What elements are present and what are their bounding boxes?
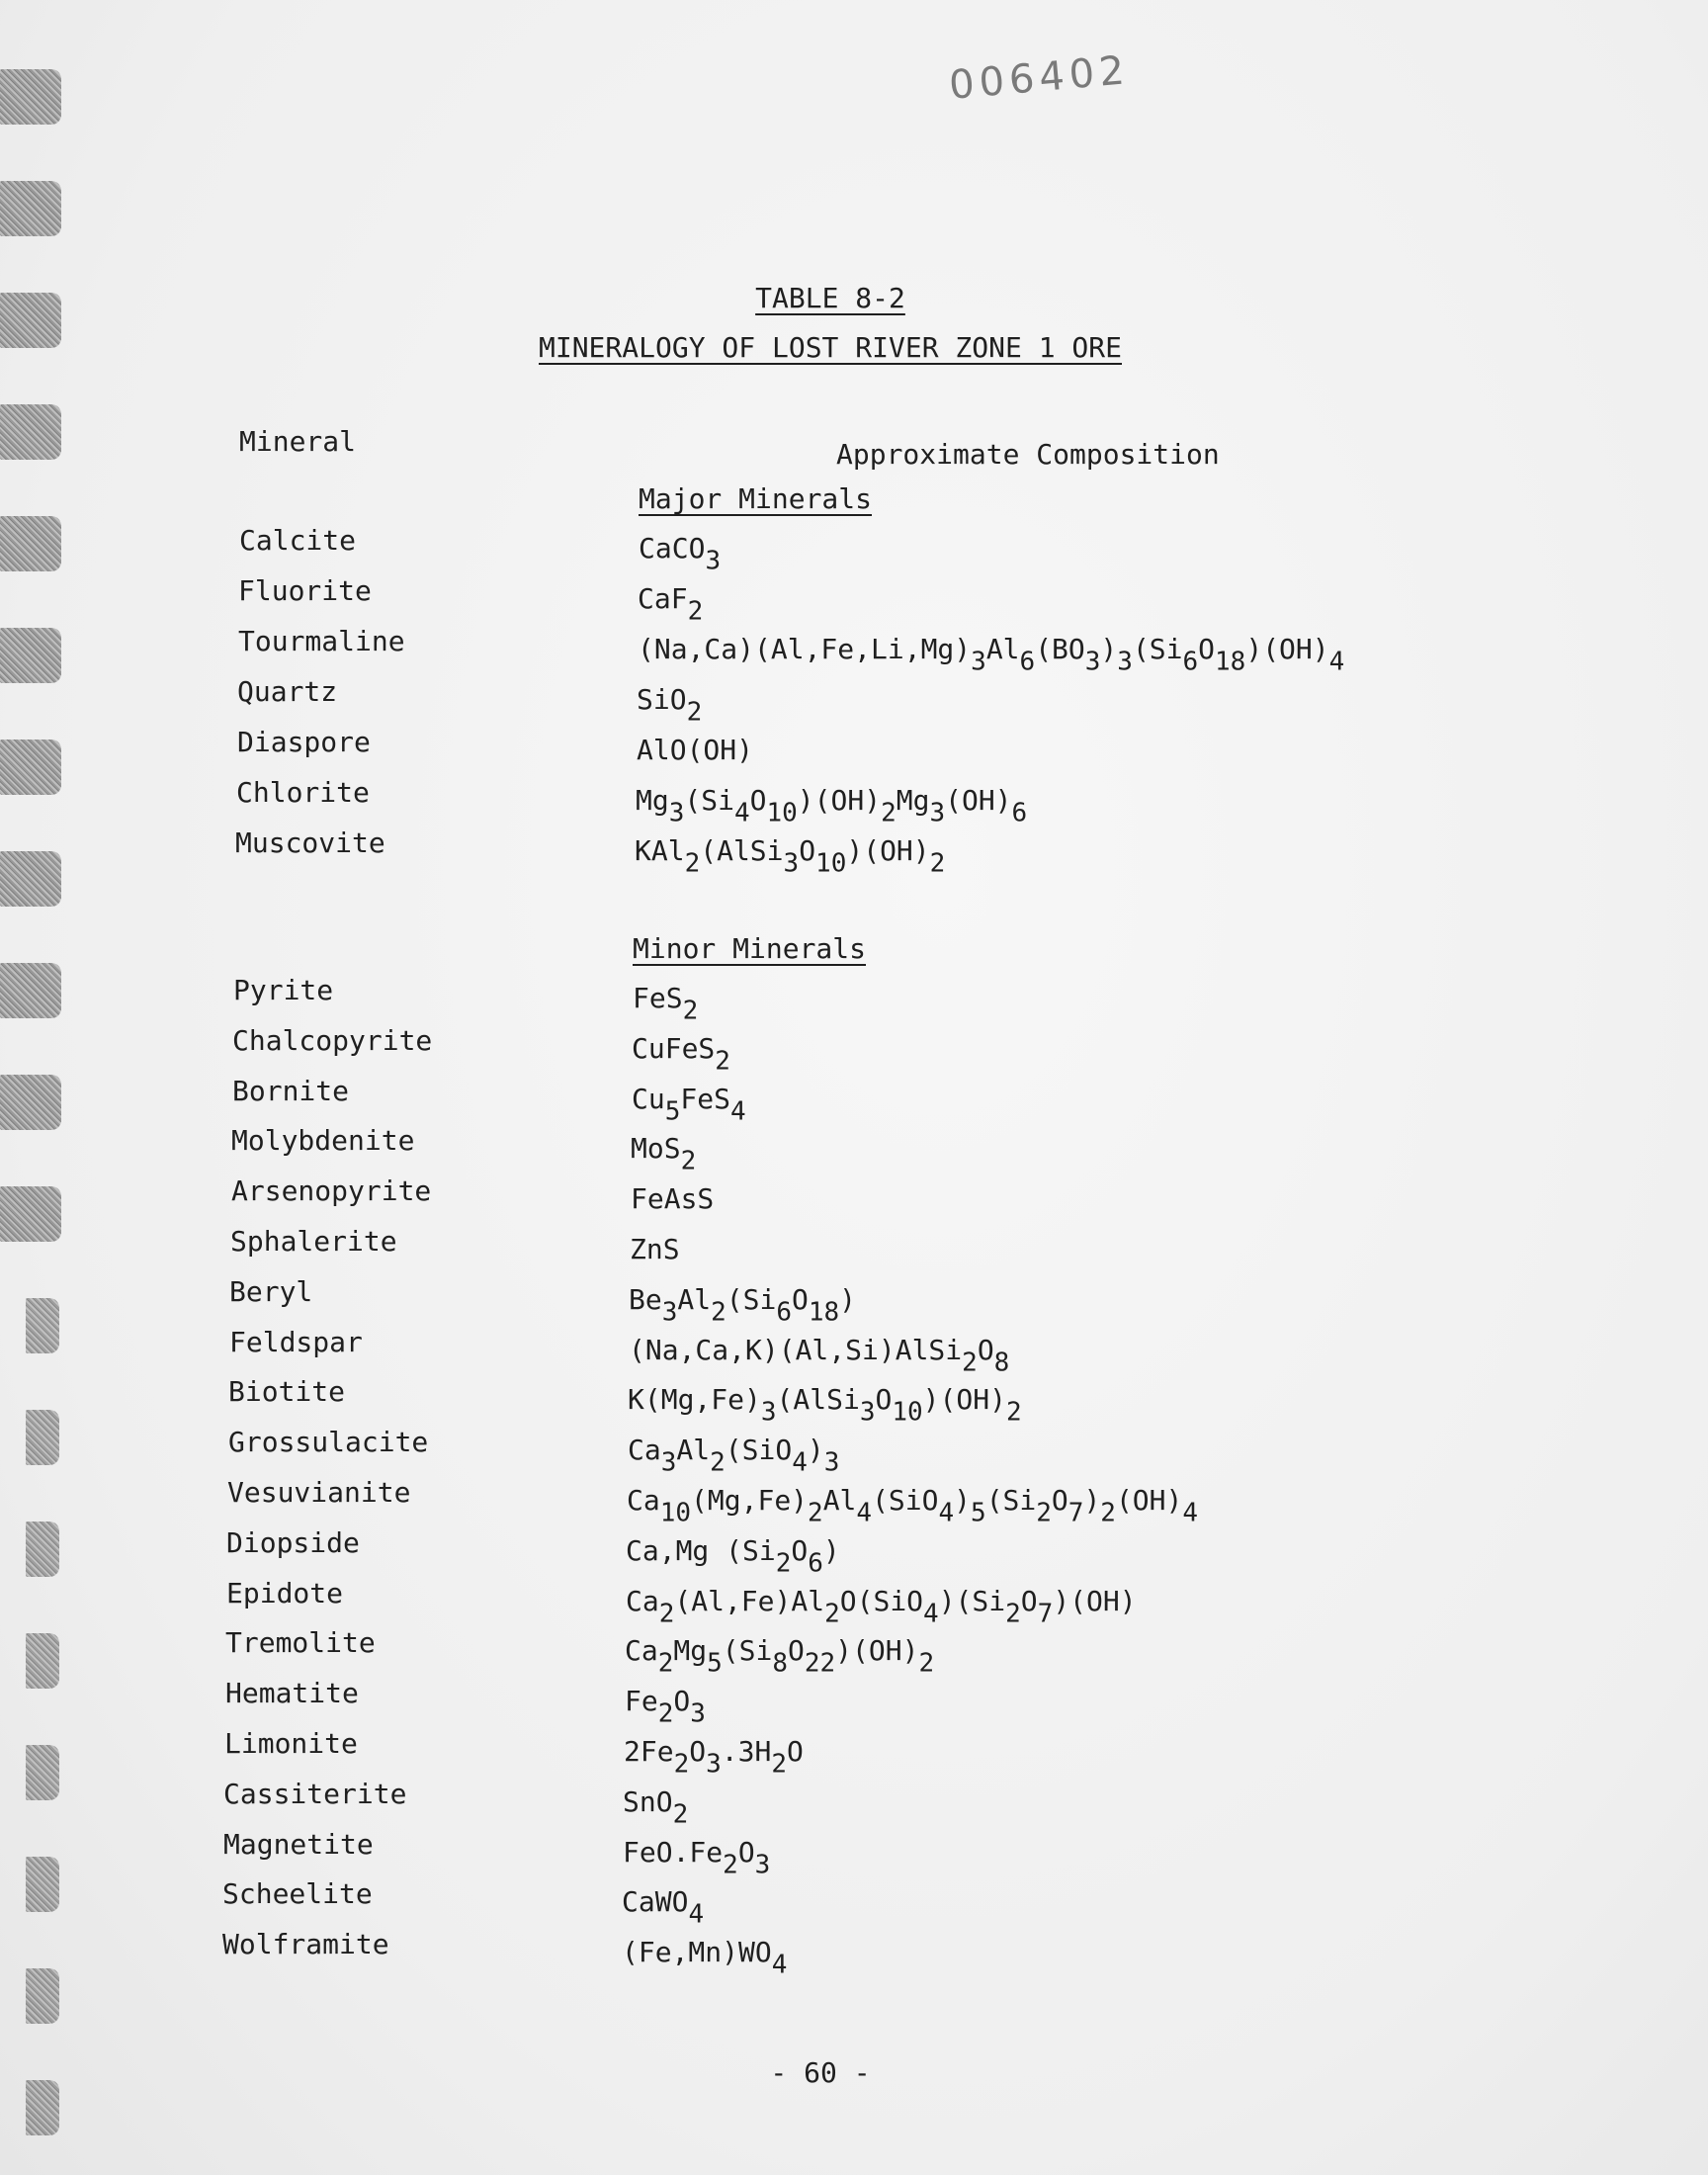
mineral-name: Quartz [237,675,338,708]
binding-hole [26,1968,59,2024]
table-subtitle: MINERALOGY OF LOST RIVER ZONE 1 ORE [538,331,1122,364]
mineral-name: Pyrite [233,974,334,1006]
mineral-formula: $Be_3Al_2(Si_6O_{18})$ [629,1282,857,1328]
mineral-formula: $Cu_5FeS_4$ [632,1082,746,1127]
mineral-formula: Ca,Mg $(Si_2O_6)$ [626,1533,840,1579]
table-row [0,1525,1581,1579]
mineral-name: Grossulacite [228,1426,429,1459]
table-row [0,675,1581,728]
mineral-formula: $Ca_2(Al,Fe)Al_2O(SiO_4)(Si_2O_7)(OH)$ [626,1584,1137,1629]
table-row [0,1274,1581,1328]
mineral-formula: $Mg_3(Si_4O_{10})(OH)_2Mg_3(OH)_6$ [636,784,1028,828]
mineral-name: Diaspore [237,726,371,758]
binding-hole [0,404,61,460]
table-row [0,1877,1581,1931]
binding-hole [0,181,61,236]
table-row [0,1325,1581,1378]
mineral-formula: $2Fe_2O_3.3H_2O$ [624,1735,804,1780]
mineral-formula: $KAl_2(AlSi_3O_{10})(OH)_2$ [635,834,946,879]
mineral-formula: $Ca_2Mg_5(Si_8O_{22})(OH)_2$ [625,1634,935,1680]
table-row [0,524,1581,576]
mineral-name: Tremolite [225,1626,376,1660]
minor-minerals-heading: Minor Minerals [633,932,867,965]
mineral-formula: $Fe_2O_3$ [625,1685,706,1729]
mineral-formula: $(Fe,Mn)WO_4$ [622,1936,788,1980]
mineral-name: Sphalerite [230,1225,397,1258]
table-row [0,1225,1581,1264]
mineral-name: Feldspar [229,1325,363,1358]
mineral-name: Cassiterite [223,1777,407,1810]
mineral-formula: $(Na,Ca,K)(Al,Si)AlSi_2O_8$ [629,1333,1010,1378]
mineral-name: Magnetite [223,1827,374,1861]
mineral-name: Molybdenite [231,1124,415,1158]
mineral-formula: AlO(OH) [637,734,754,766]
table-row [0,1928,1581,1980]
mineral-name: Fluorite [238,574,372,607]
mineral-formula: $FeO.Fe_2O_3$ [623,1835,771,1880]
table-row [0,625,1581,677]
table-row [0,1124,1581,1177]
major-minerals-heading: Major Minerals [639,482,873,515]
mineral-formula: FeAsS [631,1182,715,1216]
mineral-formula: CaWO$_4$ [622,1885,705,1931]
table-row [0,1777,1581,1830]
table-row [0,1626,1581,1680]
table-row [0,1827,1581,1880]
mineral-formula: SiO$_2$ [637,683,703,728]
table-row [0,1727,1581,1780]
mineral-name: Scheelite [222,1877,373,1911]
table-row [0,1677,1581,1729]
table-row [0,1174,1581,1214]
mineral-name: Epidote [226,1576,344,1610]
mineral-name: Limonite [224,1727,358,1760]
mineral-name: Wolframite [222,1928,389,1961]
table-row [0,1426,1581,1478]
mineral-name: Arsenopyrite [231,1174,432,1208]
mineral-formula: CaF$_2$ [638,582,704,627]
mineral-name: Chalcopyrite [232,1023,433,1057]
table-row [0,726,1581,765]
mineral-name: Chlorite [236,776,370,809]
mineral-name: Calcite [239,524,357,557]
table-row [0,1023,1581,1077]
table-row [0,1476,1581,1528]
mineral-formula: $K(Mg,Fe)_3(AlSi_3O_{10})(OH)_2$ [628,1383,1022,1429]
binding-hole [0,69,61,125]
mineral-formula: CaCO$_3$ [639,532,722,576]
mineral-name: Diopside [226,1525,360,1559]
mineral-name: Muscovite [235,826,385,859]
mineral-formula: SnO$_2$ [623,1784,689,1830]
column-header-mineral: Mineral [239,425,357,458]
mineral-formula: CuFeS$_2$ [632,1031,730,1077]
mineral-name: Biotite [228,1375,346,1409]
mineral-formula: FeS$_2$ [633,982,699,1026]
mineral-name: Bornite [232,1074,350,1107]
table-row [0,974,1581,1026]
mineral-name: Beryl [229,1274,313,1308]
table-row [0,1074,1581,1127]
mineral-formula: MoS$_2$ [631,1132,697,1177]
table-title: TABLE 8-2 [755,282,905,314]
mineral-formula: $(Na,Ca)(Al,Fe,Li,Mg)_3Al_6(BO_3)_3(Si_6O_{18})(OH)_4$ [638,633,1345,677]
mineral-name: Vesuvianite [227,1476,411,1509]
mineral-formula: $Ca_{10}(Mg,Fe)_2Al_4(SiO_4)_5(Si_2O_7)_2(OH)_4$ [627,1484,1199,1528]
column-header-composition: Approximate Composition [836,438,1220,471]
table-row [0,1576,1581,1629]
table-row [0,1375,1581,1429]
page-number: - 60 - [770,2056,871,2089]
table-row [0,826,1581,879]
table-row [0,776,1581,828]
table-row [0,574,1581,627]
mineral-name: Hematite [225,1677,359,1710]
mineral-formula: $Ca_3Al_2(SiO_4)_3$ [628,1434,840,1478]
document-number-stamp: 006402 [947,47,1132,109]
mineral-formula: ZnS [630,1233,680,1265]
mineral-name: Tourmaline [238,625,405,657]
